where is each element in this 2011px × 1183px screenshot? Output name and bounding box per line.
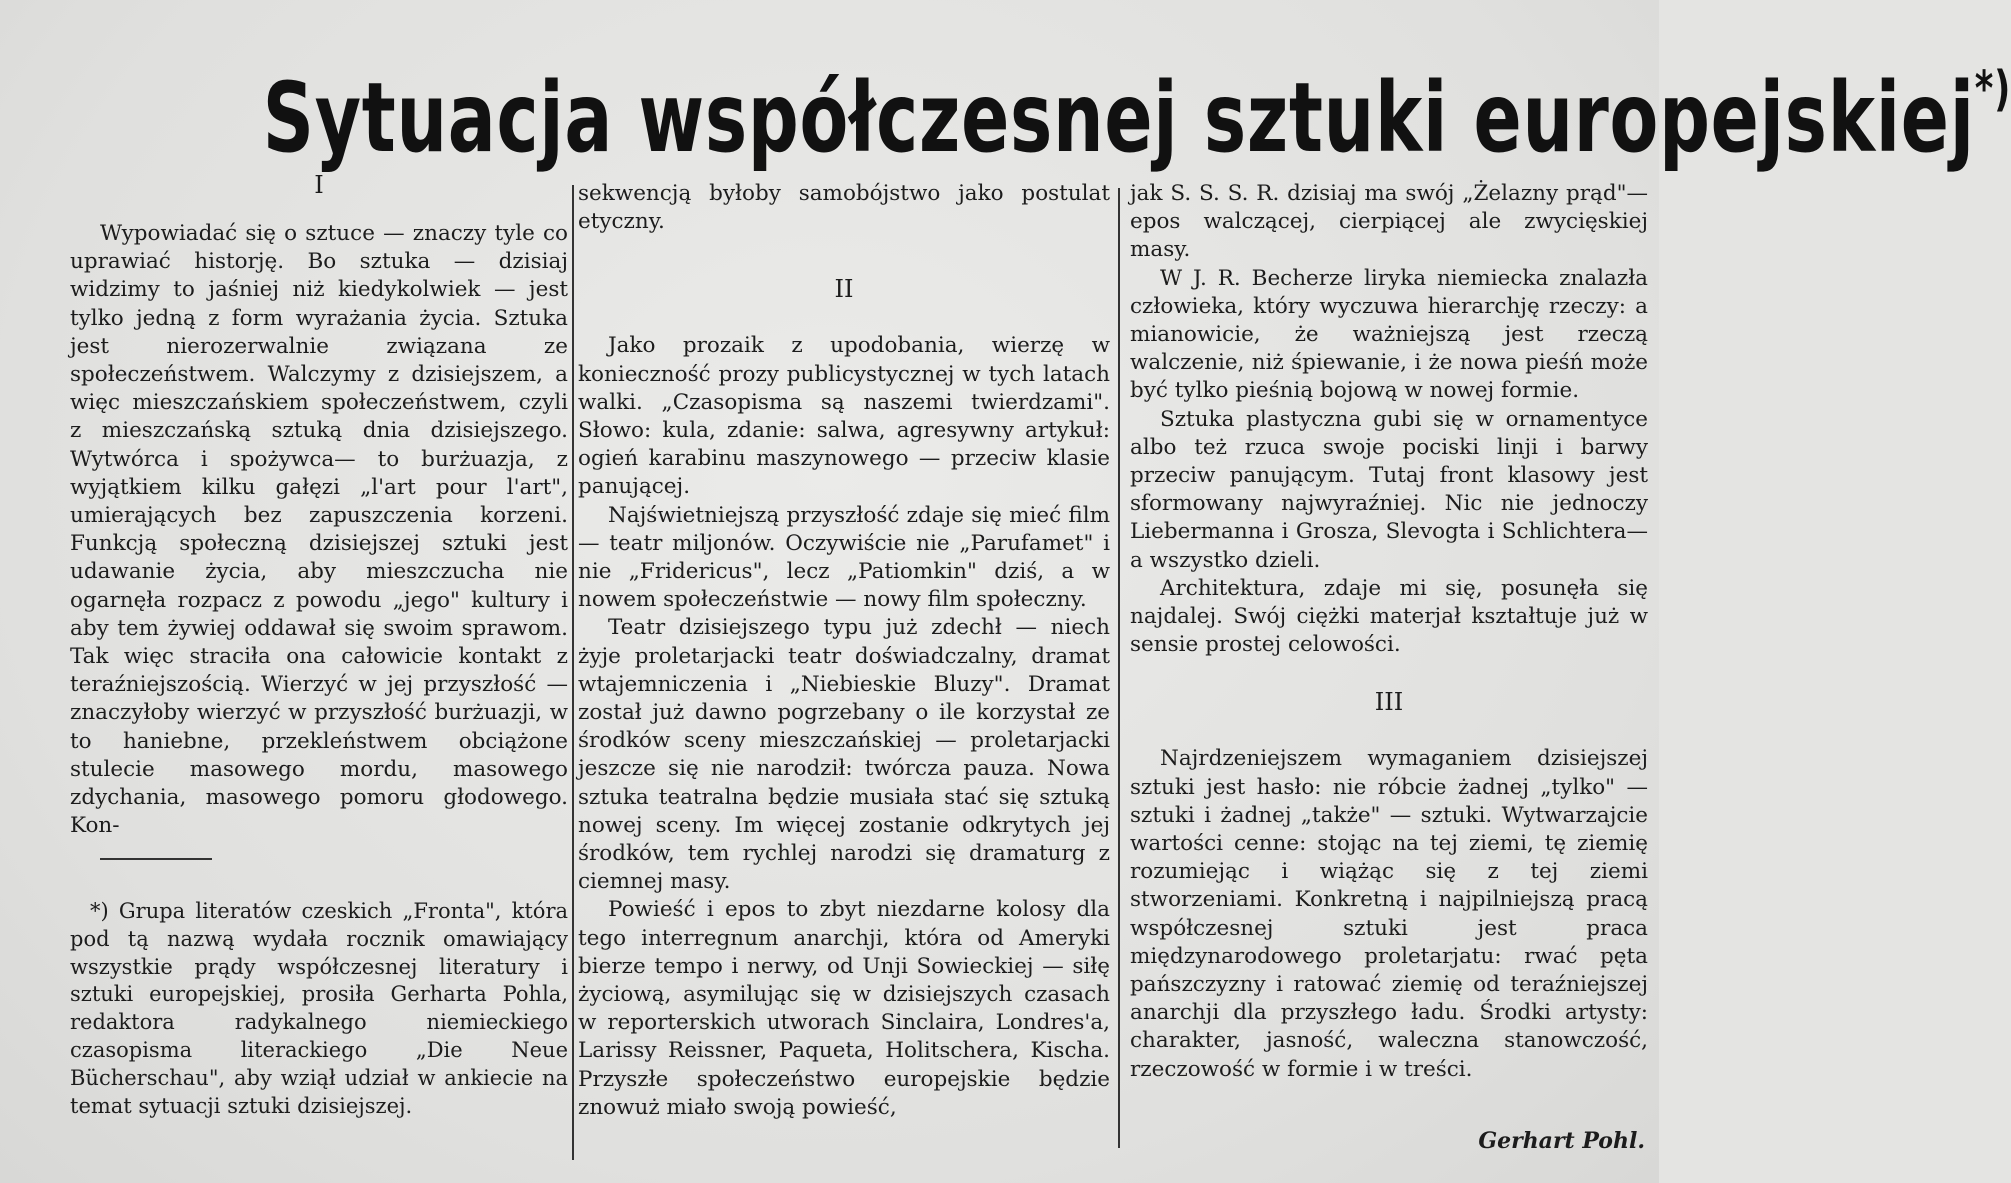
paragraph: Sztuka plastyczna gubi się w ornamentyce albo też rzuca swoje pociski linji i barwy przeciw panującym. Tutaj front klasowy jest sformowany najwyraźniej. Nic nie jednoczy Liebermanna i Grosza, Slevogta i Schlichtera—a wszystko dzieli. xyxy=(1130,406,1648,573)
section-heading-3: III xyxy=(1374,688,1404,717)
author-signature: Gerhart Pohl. xyxy=(1478,1128,1645,1154)
section-heading-1: I xyxy=(314,171,324,199)
column-divider-2 xyxy=(1118,188,1120,1148)
article-title xyxy=(262,30,2011,177)
paragraph: Jako prozaik z upodobania, wierzę w konieczność prozy publicystycznej w tych latach walki. „Czasopisma są naszemi twierdzami". Słowo: kula, zdanie: salwa, agresywny artykuł: ogień karabinu maszynowego — przeciw klasie panującej. xyxy=(578,333,1110,500)
paragraph-continuation: jak S. S. S. R. dzisiaj ma swój „Żelazny prąd"—epos walczącej, cierpiącej ale zwycięskiej masy. xyxy=(1130,181,1648,263)
footnote-text: *) Grupa literatów czeskich „Fronta", która pod tą nazwą wydała rocznik omawiający wszystkie prądy współczesnej literatury i sztuki europejskiej, prosiła Gerharta Pohla, redaktora radykalnego niemieckiego czasopisma literackiego „Die Neue Bücherschau", aby wziął udział w ankiecie na temat sytuacji sztuki dzisiejszej. xyxy=(70,899,568,1118)
footnote xyxy=(70,898,568,1120)
column-3 xyxy=(1130,180,1648,1180)
paragraph: Najrdzeniejszem wymaganiem dzisiejszej sztuki jest hasło: nie róbcie żadnej „tylko" — sztuki i żadnej „także" — sztuki. Wytwarzajcie wartości cenne: stojąc na tej ziemi, tę ziemię rozumiejąc i wiążąc się z tej ziemi stworzeniami. Konkretną i najpilniejszą pracą współczesnej sztuki jest praca międzynarodowego proletarjatu: rwać pęta pańszczyzny i ratować ziemię od teraźniejszej anarchji dla przyszłego ładu. Środki artysty: charakter, jasność, waleczna stanowczość, rzeczowość w formie i w treści. xyxy=(1130,746,1648,1082)
paragraph: W J. R. Becherze liryka niemiecka znalazła człowieka, który wyczuwa hierarchję rzeczy: a mianowicie, że ważniejszą jest rzeczą walczenie, niż śpiewanie, i że nowa pieśń może być tylko pieśnią bojową w nowej formie. xyxy=(1130,265,1648,404)
footnote-rule xyxy=(100,858,212,860)
paragraph: Wypowiadać się o sztuce — znaczy tyle co uprawiać historję. Bo sztuka — dzisiaj widzimy to jaśniej niż kiedykolwiek — jest tylko jedną z form wyrażania życia. Sztuka jest nierozerwalnie związana ze społeczeństwem. Walczymy z dzisiejszem, a więc mieszczańskiem społeczeństwem, czyli z mieszczańską sztuką dnia dzisiejszego. Wytwórca i spożywca— to burżuazja, z wyjątkiem kilku gałęzi „l'art pour l'art", umierających bez zapuszczenia korzeni. Funkcją społeczną dzisiejszej sztuki jest udawanie życia, aby mieszczucha nie ogarnęła rozpacz z powodu „jego" kultury i aby tem żywiej oddawał się swoim sprawom. Tak więc straciła ona całowicie kontakt z teraźniejszością. Wierzyć w jej przyszłość — znaczyłoby wierzyć w przyszłość burżuazji, w to haniebne, przekleństwem obciążone stulecie masowego mordu, masowego zdychania, masowego pomoru głodowego. Kon- xyxy=(70,221,568,839)
footnote-marker: *) xyxy=(1974,61,2011,117)
paragraph: Teatr dzisiejszego typu już zdechł — niech żyje proletarjacki teatr doświadczalny, dramat wtajemniczenia i „Niebieskie Bluzy". Dramat został już dawno pogrzebany o ile korzystał ze środków sceny mieszczańskiej — proletarjacki jeszcze się nie narodził: twórcza pauza. Nowa sztuka teatralna będzie musiała stać się sztuką nowej sceny. Im więcej zostanie odkrytych jej środków, tem rychlej narodzi się dramaturg z ciemnej masy. xyxy=(578,615,1110,895)
article-title-text: Sytuacja współczesnej sztuki europejskiej xyxy=(262,62,1975,174)
section-heading-2: II xyxy=(834,275,854,304)
column-2 xyxy=(578,180,1110,1180)
paragraph-continuation: sekwencją byłoby samobójstwo jako postulat etyczny. xyxy=(578,181,1110,235)
column-divider-1 xyxy=(572,185,574,1160)
paragraph: Powieść i epos to zbyt niezdarne kolosy dla tego interregnum anarchji, która od Ameryki bierze tempo i nerwy, od Unji Sowieckiej — siłę życiową, asymilując się w dzisiejszych czasach w reporterskich utworach Sinclaira, Londres'a, Larissy Reissner, Paqueta, Holitschera, Kischa. Przyszłe społeczeństwo europejskie będzie znowuż miało swoją powieść, xyxy=(578,897,1110,1120)
paragraph: Najświetniejszą przyszłość zdaje się mieć film — teatr miljonów. Oczywiście nie „Parufamet" i nie „Fridericus", lecz „Patiomkin" dziś, a w nowem społeczeństwie — nowy film społeczny. xyxy=(578,502,1110,613)
paragraph: Architektura, zdaje mi się, posunęła się najdalej. Swój ciężki materjał kształtuje już w sensie prostej celowości. xyxy=(1130,575,1648,658)
